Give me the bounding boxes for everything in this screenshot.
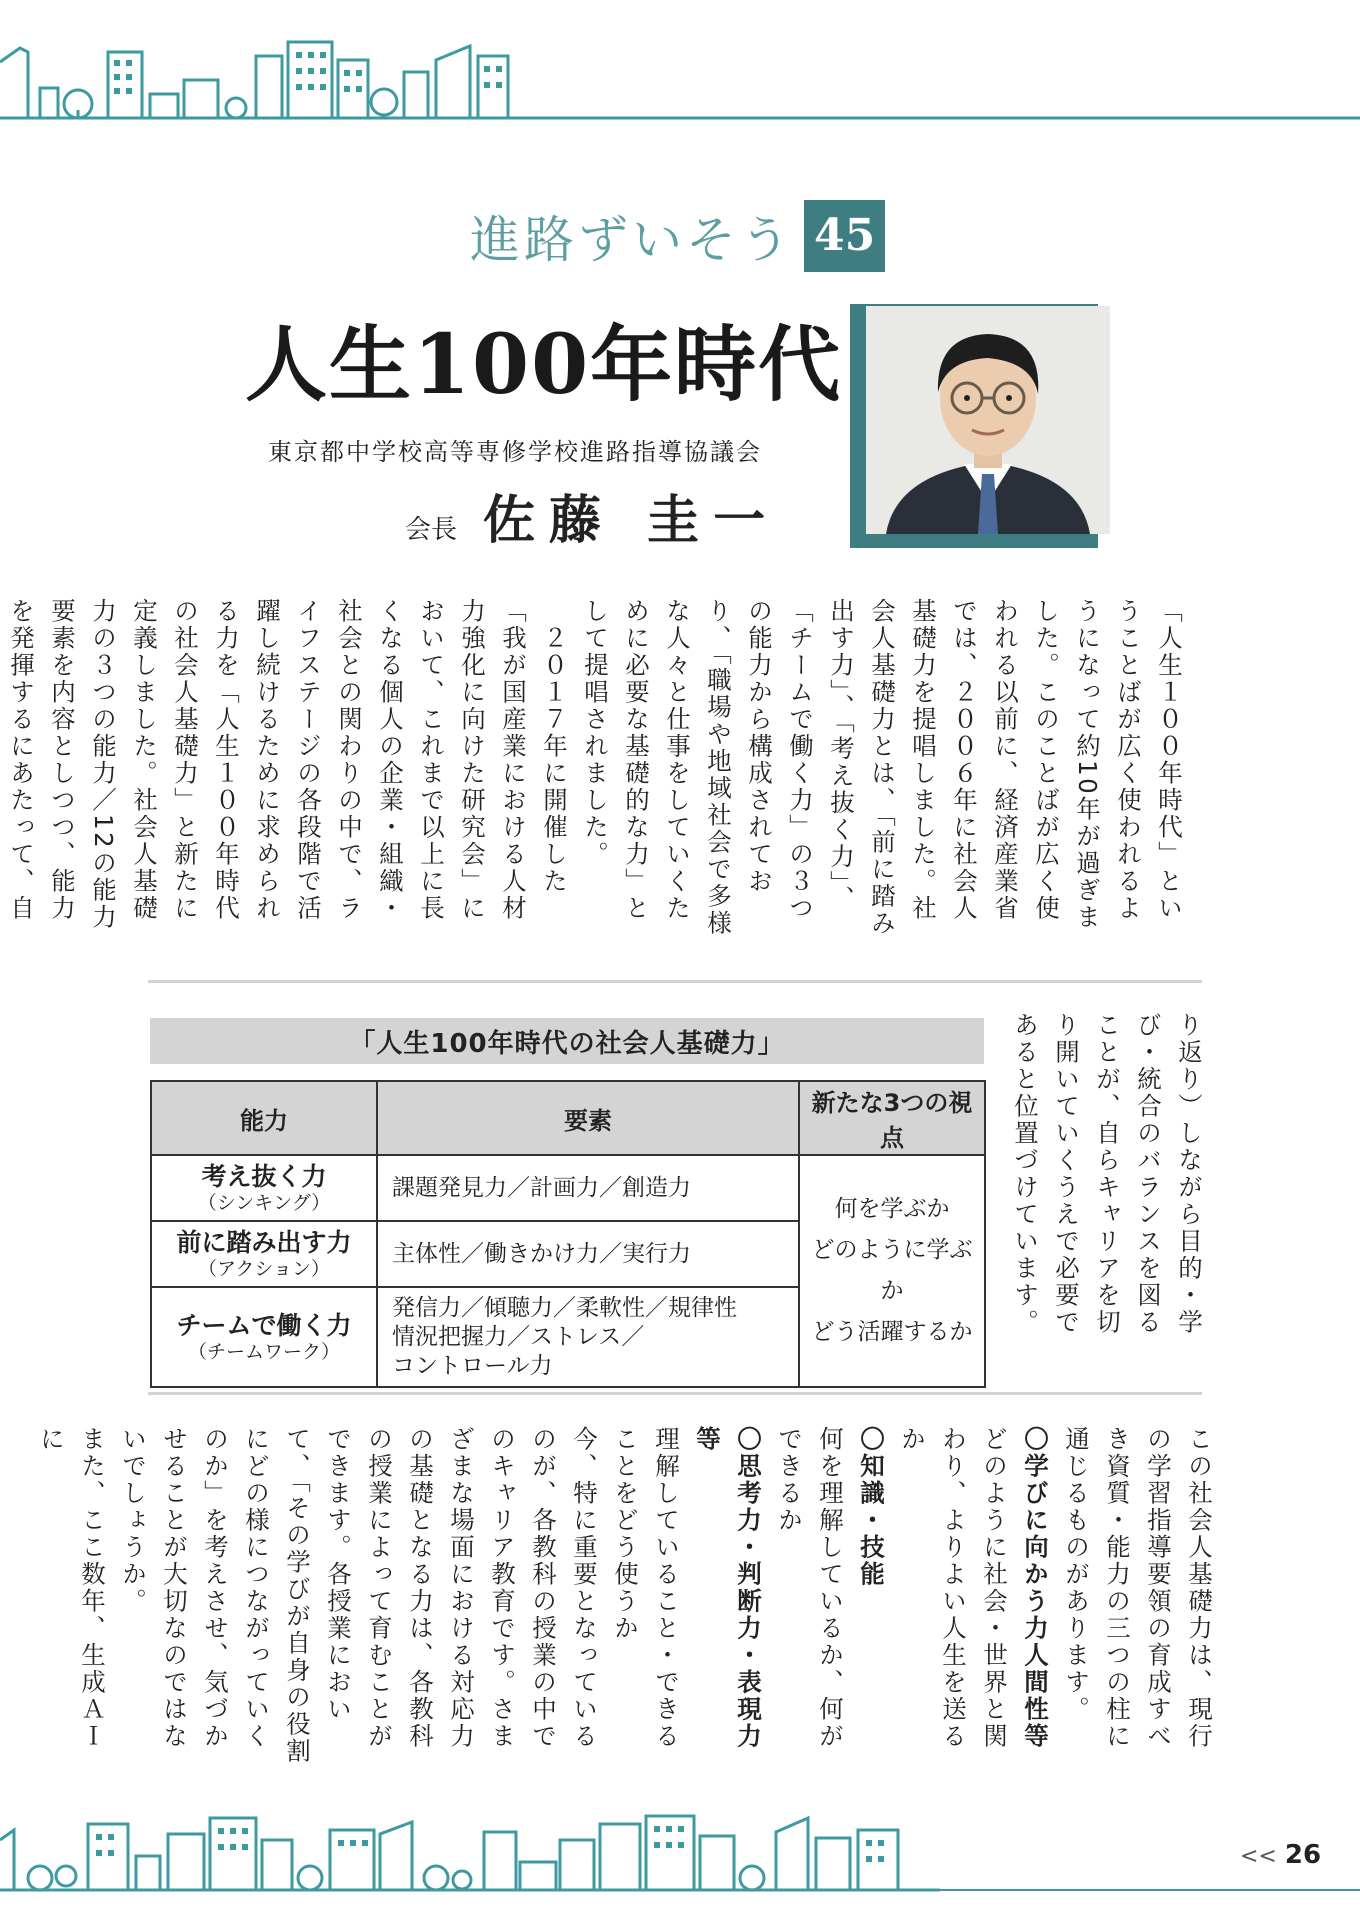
- table-title: 「人生100年時代の社会人基礎力」: [150, 1018, 984, 1064]
- ability-subtitle: （アクション）: [197, 1258, 331, 1280]
- ability-cell: [151, 1221, 377, 1287]
- author-role: 会長: [405, 515, 458, 545]
- col3-outro: 今、特に重要となっているのが、各教科の授業の中でのキャリア教育です。さまざまな場面における対応力の基礎となる力は、各教科の授業によって育むことができます。各授業において、「その学びが自身の役割にどの様につながっていくのか」を考えさせ、気づかせることが大切なのではないでしょうか。 また、ここ数年、生成ＡＩに: [37, 1426, 599, 1765]
- series-title: 進路ずいそう: [470, 211, 794, 269]
- section-divider-1: [148, 980, 1202, 983]
- table-header-viewpoints: 新たな3つの視点: [799, 1081, 985, 1155]
- pillar-text: どのように社会・世界と関わり、よりよい人生を送るか: [898, 1426, 1009, 1750]
- viewpoints-cell: [799, 1155, 985, 1387]
- table-row: [151, 1155, 985, 1221]
- viewpoint-item: どのように学ぶか: [811, 1237, 973, 1304]
- ability-cell: [151, 1287, 377, 1387]
- pillar-text: 理解していること・できることをどう使うか: [611, 1426, 681, 1750]
- viewpoint-item: どう活躍するか: [811, 1319, 973, 1345]
- series-number-badge: 45: [804, 200, 885, 272]
- skyline-decoration-bottom: [0, 1800, 1360, 1894]
- ability-name: 前に踏み出す力: [176, 1228, 352, 1257]
- author-line: [405, 478, 779, 553]
- ability-subtitle: （チームワーク）: [187, 1341, 340, 1363]
- section-divider-2: [148, 1392, 1202, 1395]
- page-arrows: <<: [1240, 1844, 1277, 1869]
- page-number-value: 26: [1284, 1840, 1322, 1870]
- table-header-ability: 能力: [151, 1081, 377, 1155]
- author-organization: 東京都中学校高等専修学校進路指導協議会: [268, 438, 762, 466]
- pillar-heading: 〇知識・技能: [857, 1426, 886, 1588]
- pillar-heading: 〇思考力・判断力・表現力等: [693, 1426, 763, 1750]
- elements-cell: 発信力／傾聴力／柔軟性／規律性 情況把握力／ストレス／ コントロール力: [377, 1287, 799, 1387]
- pillar-text: 何を理解しているか、何ができるか: [775, 1426, 845, 1750]
- portrait-illustration: [866, 306, 1110, 534]
- viewpoint-item: 何を学ぶか: [834, 1196, 950, 1222]
- page-number: [1240, 1840, 1321, 1870]
- body-text-upper: 「人生１００年時代」ということばが広く使われるようになって約10年が過ぎました。このことばが広く使われる以前に、経済産業省では、２００６年に社会人基礎力を提唱しました。社会人基礎力とは、「前に踏み出す力」、「考え抜く力」、「チームで働く力」の３つの能力から構成されており、「職場や地域社会で多様な人々と仕事をしていくために必要な基礎的な力」として提唱されました。 ２０１７年に開催した「我が国産業における人材力強化に向けた研究会」において、これまで以上に長くなる個人の企業・組織・社会との関わりの中で、ライフステージの各段階で活躍し続けるために求められる力を「人生１００年時代の社会人基礎力」と新たに定義しました。社会人基礎力の３つの能力／12の能力要素を内容としつつ、能力を発揮するにあたって、自: [7, 598, 1184, 937]
- ability-cell: [151, 1155, 377, 1221]
- table-header-row: [151, 1081, 985, 1155]
- ability-subtitle: （シンキング）: [197, 1192, 331, 1214]
- body-text-lower: [37, 1426, 1220, 1776]
- elements-cell: 課題発見力／計画力／創造力: [377, 1155, 799, 1221]
- pillar-heading: 〇学びに向かう力人間性等: [1021, 1426, 1050, 1750]
- body-text-side: り返り）しながら目的・学び・統合のバランスを図ることが、自らキャリアを切り開いていくうえで必要であると位置づけています。: [1011, 1012, 1204, 1336]
- author-name: 佐藤 圭一: [483, 490, 780, 551]
- author-photo: [866, 306, 1110, 534]
- table-header-elements: 要素: [377, 1081, 799, 1155]
- article-title: 人生100年時代: [245, 317, 843, 413]
- ability-name: 考え抜く力: [201, 1162, 327, 1191]
- skyline-decoration-top: [0, 30, 1360, 122]
- series-heading: [470, 196, 885, 276]
- col3-intro: この社会人基礎力は、現行の学習指導要領の育成すべき資質・能力の三つの柱に通じるものがあります。: [1062, 1426, 1214, 1750]
- abilities-table: [150, 1080, 986, 1388]
- ability-name: チームで働く力: [176, 1311, 352, 1340]
- elements-cell: 主体性／働きかけ力／実行力: [377, 1221, 799, 1287]
